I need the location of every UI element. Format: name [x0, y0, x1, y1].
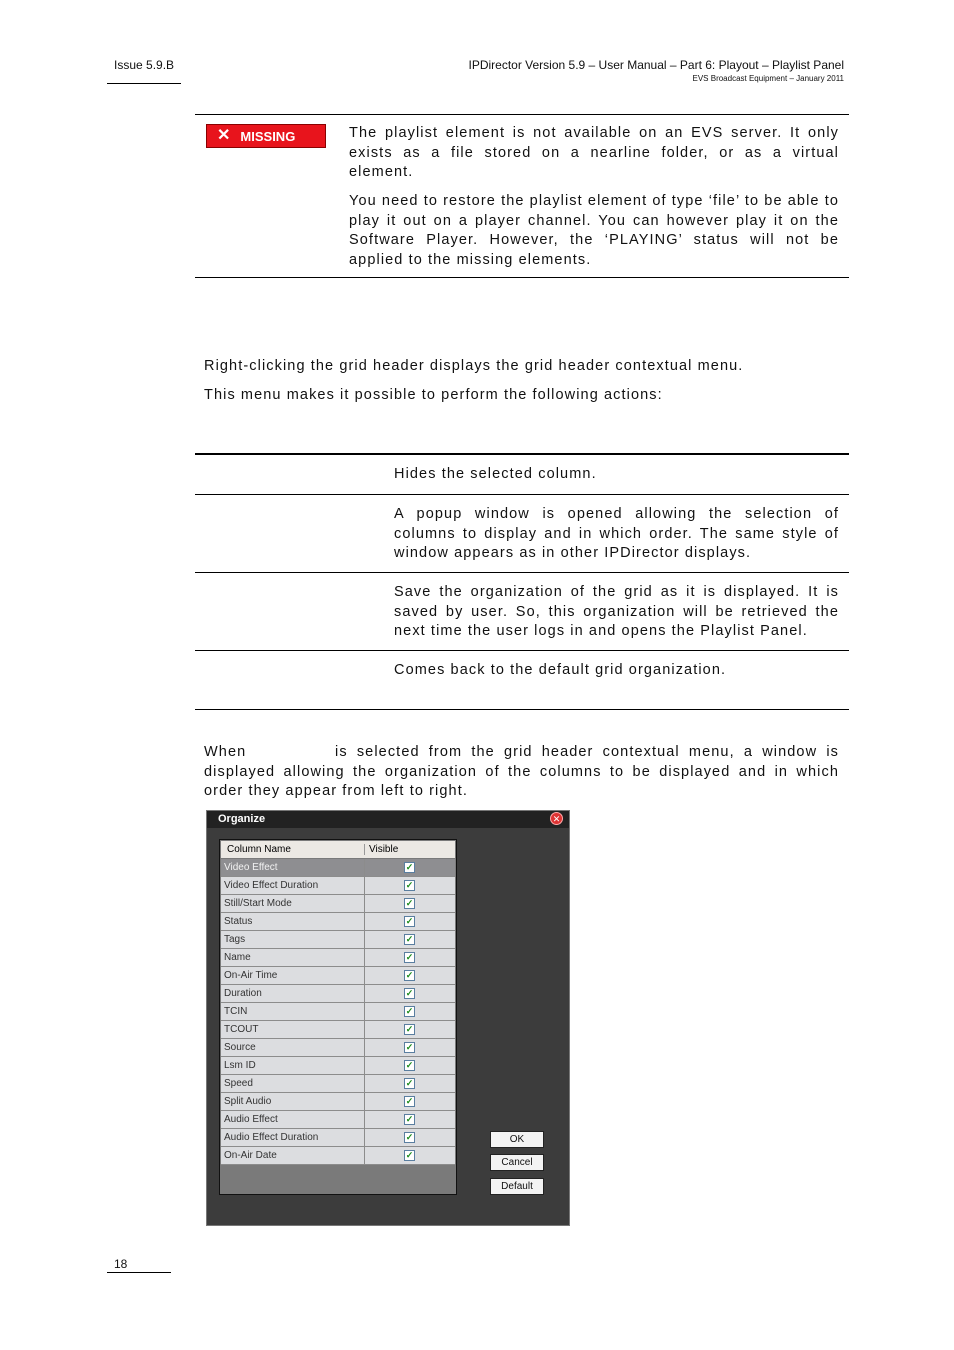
visible-checkbox[interactable]: ✓ — [405, 898, 414, 908]
actions-table-bottom-rule — [195, 709, 849, 710]
column-name-cell: Lsm ID — [224, 1060, 256, 1071]
document-title: IPDirector Version 5.9 – User Manual – Part 6: Playout – Playlist Panel — [468, 58, 844, 72]
column-name-cell: Video Effect — [224, 862, 278, 873]
column-name-cell: Audio Effect Duration — [224, 1132, 319, 1143]
action-description-organize: A popup window is opened allowing the selection of columns to display and in which order. The same style of window appears as in other IPDirector displays. — [394, 506, 839, 561]
footer-divider — [107, 1272, 171, 1273]
intro-line-1: Right-clicking the grid header displays the grid header contextual menu. — [204, 358, 744, 374]
visible-header[interactable]: Visible — [369, 844, 399, 855]
visible-checkbox[interactable]: ✓ — [405, 1114, 414, 1124]
header-separator — [364, 844, 365, 855]
action-description-hide: Hides the selected column. — [394, 466, 597, 482]
column-name-cell: Tags — [224, 934, 246, 945]
visible-checkbox[interactable]: ✓ — [405, 988, 414, 998]
table-row[interactable] — [221, 1039, 455, 1057]
table-row[interactable] — [221, 967, 455, 985]
cell-separator — [364, 1147, 365, 1165]
cell-separator — [364, 1021, 365, 1039]
visible-checkbox[interactable]: ✓ — [405, 862, 414, 872]
page-number: 18 — [114, 1257, 128, 1271]
action-description-default: Comes back to the default grid organization. — [394, 662, 727, 678]
column-name-cell: TCIN — [224, 1006, 248, 1017]
missing-badge-label: MISSING — [240, 128, 296, 144]
table-row[interactable] — [221, 1021, 455, 1039]
visible-checkbox[interactable]: ✓ — [405, 1150, 414, 1160]
column-name-cell: Status — [224, 916, 253, 927]
visible-checkbox[interactable]: ✓ — [405, 934, 414, 944]
intro-line-2: This menu makes it possible to perform the following actions: — [204, 387, 663, 403]
action-description-save: Save the organization of the grid as it is displayed. It is saved by user. So, this organization will be retrieved the next time the user logs in and opens the Playlist Panel. — [394, 584, 839, 639]
table-top-rule — [195, 114, 849, 115]
cell-separator — [364, 913, 365, 931]
cell-separator — [364, 895, 365, 913]
column-grid — [219, 839, 457, 1195]
table-row[interactable] — [221, 877, 455, 895]
document-header — [468, 58, 844, 83]
cell-separator — [364, 1093, 365, 1111]
table-row[interactable] — [221, 1129, 455, 1147]
actions-row-divider — [195, 572, 849, 573]
table-row[interactable] — [221, 949, 455, 967]
organize-para-body: is selected from the grid header contextual menu, a window is displayed allowing the organization of the columns to be displayed and in which order they appear from left to right. — [204, 744, 839, 799]
column-name-cell: On-Air Date — [224, 1150, 277, 1161]
cell-separator — [364, 859, 365, 877]
table-bottom-rule — [195, 277, 849, 278]
column-name-cell: Audio Effect — [224, 1114, 278, 1125]
visible-checkbox[interactable]: ✓ — [405, 970, 414, 980]
ok-button[interactable]: OK — [490, 1131, 544, 1148]
actions-row-divider — [195, 650, 849, 651]
document-subtitle: EVS Broadcast Equipment – January 2011 — [692, 74, 844, 83]
table-row[interactable] — [221, 1147, 455, 1165]
cell-separator — [364, 1111, 365, 1129]
column-name-cell: Duration — [224, 988, 262, 999]
cell-separator — [364, 985, 365, 1003]
column-name-cell: Source — [224, 1042, 256, 1053]
column-name-cell: Still/Start Mode — [224, 898, 292, 909]
visible-checkbox[interactable]: ✓ — [405, 1078, 414, 1088]
visible-checkbox[interactable]: ✓ — [405, 916, 414, 926]
header-divider-left — [107, 83, 181, 84]
visible-checkbox[interactable]: ✓ — [405, 1006, 414, 1016]
visible-checkbox[interactable]: ✓ — [405, 1096, 414, 1106]
table-row[interactable] — [221, 1057, 455, 1075]
cell-separator — [364, 1057, 365, 1075]
missing-description-1: The playlist element is not available on an EVS server. It only exists as a file stored on a nearline folder, or as a virtual element. — [349, 125, 839, 180]
missing-description-2: You need to restore the playlist element of type ‘file’ to be able to play it out on a player channel. You can however play it on the Software Player. However, the ‘PLAYING’ status will not be applied to the missing elements. — [349, 193, 839, 268]
actions-table-top-rule — [195, 453, 849, 455]
column-name-cell: On-Air Time — [224, 970, 278, 981]
cell-separator — [364, 931, 365, 949]
organize-para-when: When — [204, 744, 247, 760]
cell-separator — [364, 949, 365, 967]
visible-checkbox[interactable]: ✓ — [405, 952, 414, 962]
cell-separator — [364, 967, 365, 985]
visible-checkbox[interactable]: ✓ — [405, 880, 414, 890]
column-name-header[interactable]: Column Name — [227, 844, 291, 855]
column-name-cell: Name — [224, 952, 251, 963]
default-button[interactable]: Default — [490, 1178, 544, 1195]
visible-checkbox[interactable]: ✓ — [405, 1024, 414, 1034]
organize-window-title: Organize — [207, 811, 569, 828]
close-icon[interactable]: ✕ — [550, 812, 563, 825]
table-row[interactable] — [221, 913, 455, 931]
cell-separator — [364, 1129, 365, 1147]
cell-separator — [364, 1075, 365, 1093]
grid-rows — [221, 859, 455, 1165]
issue-label: Issue 5.9.B — [114, 58, 175, 72]
table-row[interactable] — [221, 1111, 455, 1129]
cell-separator — [364, 1003, 365, 1021]
table-row[interactable] — [221, 859, 455, 877]
column-name-cell: TCOUT — [224, 1024, 259, 1035]
actions-row-divider — [195, 494, 849, 495]
visible-checkbox[interactable]: ✓ — [405, 1132, 414, 1142]
x-icon: ✕ — [217, 127, 231, 144]
grid-header[interactable] — [221, 841, 455, 858]
table-row[interactable] — [221, 985, 455, 1003]
missing-status-badge — [206, 124, 326, 148]
cell-separator — [364, 877, 365, 895]
table-row[interactable] — [221, 1003, 455, 1021]
cell-separator — [364, 1039, 365, 1057]
column-name-cell: Speed — [224, 1078, 253, 1089]
column-name-cell: Video Effect Duration — [224, 880, 319, 891]
table-row[interactable] — [221, 931, 455, 949]
table-row[interactable] — [221, 895, 455, 913]
visible-checkbox[interactable]: ✓ — [405, 1060, 414, 1070]
visible-checkbox[interactable]: ✓ — [405, 1042, 414, 1052]
table-row[interactable] — [221, 1093, 455, 1111]
organize-window — [206, 810, 570, 1226]
column-name-cell: Split Audio — [224, 1096, 272, 1107]
table-row[interactable] — [221, 1075, 455, 1093]
cancel-button[interactable]: Cancel — [490, 1154, 544, 1171]
